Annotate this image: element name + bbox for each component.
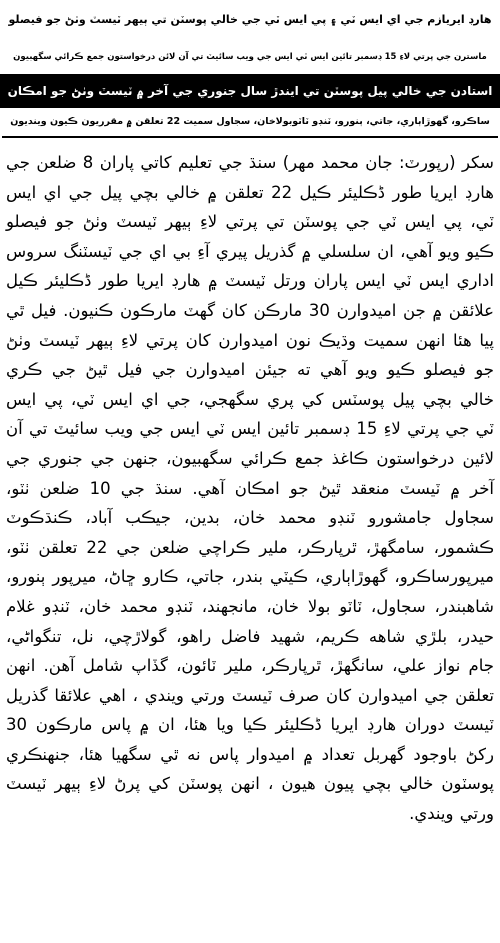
- headline-sub-3: ساڪرو، گھوڙاٻاري، جاتي، ٻنورو، ٽنڊو ٽاٽوبولاخان، سجاول سميت 22 تعلقن ۾ مقرريون ڪيون وينديون: [10, 116, 490, 127]
- article-body: سکر (رپورٽ: جان محمد مهر) سنڌ جي تعليم کاتي پاران 8 ضلعن جي هارڊ ايريا طور ڈڪليئر ڪيل 22 تعلقن ۾ خالي بچي پيل جي اي ايس ٽي، پي ايس ٽي جي پوسٽن تي پرتي لاءِ ٻيهر ٽيسٽ وٺڻ جو فيصلو ڪيو ويو آهي، ان سلسلي ۾ گذريل پيري آءِ بي اي جي ٽيسٽنگ سروس اداري ايس ٽي ايس پاران ورتل ٽيسٽ ۾ هارڊ ايريا طور ڈڪليئر ڪيل علائقن ۾ جن اميدوارن 30 مارڪن کان گهٽ مارڪون ڪنيون. فيل ٿي پيا هئا انهن سميت وڌيڪ نون اميدوارن کان پرتي لاءِ ٻيهر ٽيسٽ وٺڻ جو فيصلو ڪيو ويو آهي ته جيئن اميدوارن جي فيل ٿيڻ جي ڪري خالي بچي پيل پوسٽس کي پري سگھجي، جي اي ايس ٽي، پي ايس ٽي جي پرتي لاءِ 15 ڊسمبر تائين ايس ٽي ايس جي ويب سائيٽ تي آن لائين درخواستون ڪاغذ جمع ڪرائي سگھبيون، جنهن جي جنوري جي آخر ۾ ٽيسٽ منعقد ٿيڻ جو امڪان آهي. سنڌ جي 10 ضلعن ٺٽو، سجاول جامشورو ٽنڊو محمد خان، بدين، جيڪب آباد، ڪنڌڪوٽ ڪشمور، سامگھڙ، ٿرپارڪر، ملير ڪراچي ضلعن جي 22 تعلقن ٺٽو، ميرپورساڪرو، گھوڙاٻاري، ڪيٽي بندر، جاتي، ڪارو ڇاڻ، ميرپور ٻنورو، شاهبندر، سجاول، ٽاٽو بولا خان، مانجهند، ٽنڊو محمد خان، ٽنڊو غلام حيدر، بلڙي شاهه ڪريم، شهيد فاضل راهو، گولاڙچي، نل، تنگواڻي، جام نواز علي، سانگھڙ، ٿرپارڪر، ملير ٽائون، گڏاپ شامل آهن. انهن تعلقن جي اميدوارن کان صرف ٽيسٽ ورتي ويندي ، اهي علائقا گذريل ٽيسٽ دوران هارڊ ايريا ڈڪليئر ڪيا ويا هئا، ان ۾ پاس مارڪون 30 رکڻ باوجود گھربل تعداد ۾ اميدوار پاس نه ٿي سگھيا هئا، جنهنڪري پوسٽون خالي بچي پيون هيون ، انهن پوسٽن کي پرڻ لاءِ ٻيهر ٽيسٽ ورتي ويندي.: [6, 153, 495, 824]
- headline-sub-2-banner: استادن جي خالي پيل پوسٽن تي ايندڙ سال جنوري جي آخر ۾ ٽيسٽ وٺڻ جو امڪان: [0, 74, 500, 108]
- headline-sub-1: ماسترن جي پرتي لاءِ 15 ڊسمبر تائين ايس ٽي ايس جي ويب سائيٽ تي آن لائن درخواستون جمع ڪرائي سگھبيون: [13, 52, 487, 62]
- headline-main: هارڊ ايريازم جي اي ايس ٽي ۽ پي ايس ٽي جي خالي پوسٽن تي ٻيهر ٽيسٽ وٺڻ جو فيصلو: [8, 13, 492, 26]
